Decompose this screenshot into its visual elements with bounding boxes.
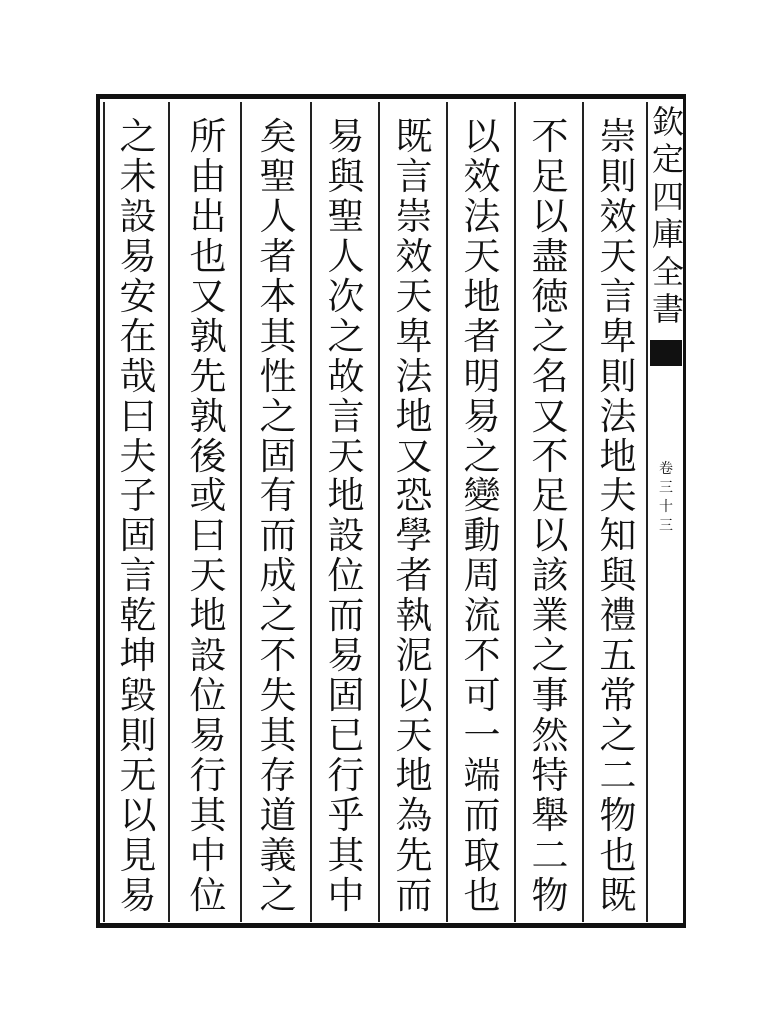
character: 曰 [119,394,157,438]
character: 法 [395,354,433,398]
character: 人 [327,234,365,278]
margin-character: 十 [659,498,673,515]
character: 為 [395,793,433,837]
character: 設 [327,514,365,558]
character: 先 [189,354,227,398]
character: 足 [531,154,569,198]
character: 人 [259,194,297,238]
character: 而 [259,514,297,558]
character: 一 [463,714,501,758]
text-column-1 [588,115,648,917]
character: 天 [189,554,227,598]
character: 中 [327,873,365,917]
inner-border [103,102,105,922]
character: 法 [599,394,637,438]
character: 在 [119,314,157,358]
text-column-6 [248,115,308,917]
character: 地 [189,594,227,638]
character: 天 [395,714,433,758]
margin-character: 庫 [651,215,684,254]
margin-character: 書 [651,290,684,329]
column-rule [582,102,584,922]
character: 失 [259,674,297,718]
column-rule [310,102,312,922]
character: 无 [119,754,157,797]
character: 次 [327,274,365,318]
character: 流 [463,594,501,638]
margin-character: 四 [651,177,684,216]
character: 之 [327,314,365,358]
character: 乎 [327,793,365,837]
character: 之 [119,115,157,158]
character: 變 [463,474,501,518]
character: 其 [259,314,297,358]
character: 效 [395,234,433,278]
character: 也 [189,234,227,278]
character: 安 [119,274,157,318]
character: 或 [189,474,227,518]
character: 位 [327,554,365,598]
character: 性 [259,354,297,398]
character: 明 [463,354,501,398]
character: 之 [531,314,569,358]
character: 義 [259,833,297,877]
character: 不 [259,634,297,678]
character: 二 [599,754,637,797]
character: 又 [189,274,227,318]
character: 本 [259,274,297,318]
margin-character: 欽 [651,103,684,141]
character: 名 [531,354,569,398]
margin-character: 卷 [659,461,673,477]
character: 也 [463,873,501,917]
character: 周 [463,554,501,598]
character: 則 [119,714,157,758]
character: 言 [599,274,637,318]
column-rule [514,102,516,922]
character: 易 [119,234,157,278]
character: 天 [327,434,365,478]
character: 易 [119,873,157,917]
character: 二 [531,833,569,877]
character: 中 [189,833,227,877]
character: 既 [599,873,637,917]
character: 該 [531,554,569,598]
character: 盡 [531,234,569,278]
text-column-4 [384,115,444,917]
margin-character: 三 [659,479,673,496]
character: 恐 [395,474,433,518]
character: 泥 [395,634,433,678]
character: 矣 [259,115,297,158]
juan-number [654,460,678,536]
character: 卑 [599,314,637,358]
character: 可 [463,674,501,718]
character: 卑 [395,314,433,358]
character: 其 [189,793,227,837]
character: 常 [599,674,637,718]
character: 崇 [395,194,433,238]
character: 之 [463,434,501,478]
character: 言 [119,554,157,598]
character: 之 [259,873,297,917]
character: 以 [531,194,569,238]
character: 孰 [189,314,227,358]
character: 存 [259,754,297,797]
character: 坤 [119,634,157,678]
character: 足 [531,474,569,518]
character: 天 [395,274,433,318]
text-column-2 [520,115,580,917]
character: 道 [259,793,297,837]
character: 其 [327,833,365,877]
character: 動 [463,514,501,558]
character: 先 [395,833,433,877]
character: 而 [327,594,365,638]
character: 法 [463,194,501,238]
character: 者 [395,554,433,598]
character: 者 [259,234,297,278]
character: 而 [463,793,501,837]
character: 特 [531,754,569,797]
character: 固 [259,434,297,478]
character: 言 [395,154,433,198]
margin-character: 定 [651,140,684,179]
character: 則 [599,354,637,398]
character: 效 [463,154,501,198]
margin-title [648,104,688,329]
character: 曰 [189,514,227,558]
character: 地 [599,434,637,478]
character: 地 [395,394,433,438]
character: 孰 [189,394,227,438]
character: 未 [119,154,157,198]
character: 業 [531,594,569,638]
character: 易 [189,714,227,758]
character: 易 [327,115,365,158]
character: 故 [327,354,365,398]
character: 與 [599,554,637,598]
character: 後 [189,434,227,478]
character: 知 [599,514,637,558]
character: 舉 [531,793,569,837]
character: 徳 [531,274,569,318]
character: 其 [259,714,297,758]
character: 崇 [599,115,637,158]
character: 既 [395,115,433,158]
character: 成 [259,554,297,598]
text-column-3 [452,115,512,917]
column-rule [168,102,170,922]
character: 之 [259,594,297,638]
character: 有 [259,474,297,518]
character: 子 [119,474,157,518]
character: 行 [327,754,365,797]
character: 易 [463,394,501,438]
column-rule [378,102,380,922]
character: 以 [119,793,157,837]
text-column-8 [108,115,168,917]
character: 夫 [119,434,157,478]
character: 執 [395,594,433,638]
character: 則 [599,154,637,198]
character: 之 [599,714,637,758]
character: 不 [531,434,569,478]
character: 毀 [119,674,157,718]
character: 夫 [599,474,637,518]
character: 聖 [327,194,365,238]
character: 禮 [599,594,637,638]
character: 然 [531,714,569,758]
character: 也 [599,833,637,877]
character: 不 [463,634,501,678]
character: 端 [463,754,501,797]
character: 物 [531,873,569,917]
character: 地 [327,474,365,518]
column-rule [240,102,242,922]
character: 與 [327,154,365,198]
character: 見 [119,833,157,877]
character: 又 [395,434,433,478]
margin-character: 全 [651,252,684,291]
character: 以 [463,115,501,158]
character: 而 [395,873,433,917]
character: 言 [327,394,365,438]
character: 聖 [259,154,297,198]
character: 出 [189,194,227,238]
character: 物 [599,793,637,837]
character: 哉 [119,354,157,398]
character: 設 [119,194,157,238]
character: 地 [395,754,433,797]
text-column-7 [178,115,238,917]
character: 易 [327,634,365,678]
character: 之 [259,394,297,438]
character: 已 [327,714,365,758]
character: 以 [395,674,433,718]
character: 設 [189,634,227,678]
margin-character: 三 [659,517,673,534]
character: 以 [531,514,569,558]
character: 不 [531,115,569,158]
character: 乾 [119,594,157,638]
character: 又 [531,394,569,438]
character: 由 [189,154,227,198]
character: 天 [599,234,637,278]
column-rule [446,102,448,922]
character: 行 [189,754,227,797]
character: 固 [119,514,157,558]
character: 位 [189,873,227,917]
character: 五 [599,634,637,678]
character: 者 [463,314,501,358]
character: 事 [531,674,569,718]
character: 位 [189,674,227,718]
text-column-5 [316,115,376,917]
character: 之 [531,634,569,678]
character: 取 [463,833,501,877]
character: 效 [599,194,637,238]
character: 學 [395,514,433,558]
character: 天 [463,234,501,278]
fish-tail-mark [650,340,682,366]
character: 地 [463,274,501,318]
character: 所 [189,115,227,158]
character: 固 [327,674,365,718]
